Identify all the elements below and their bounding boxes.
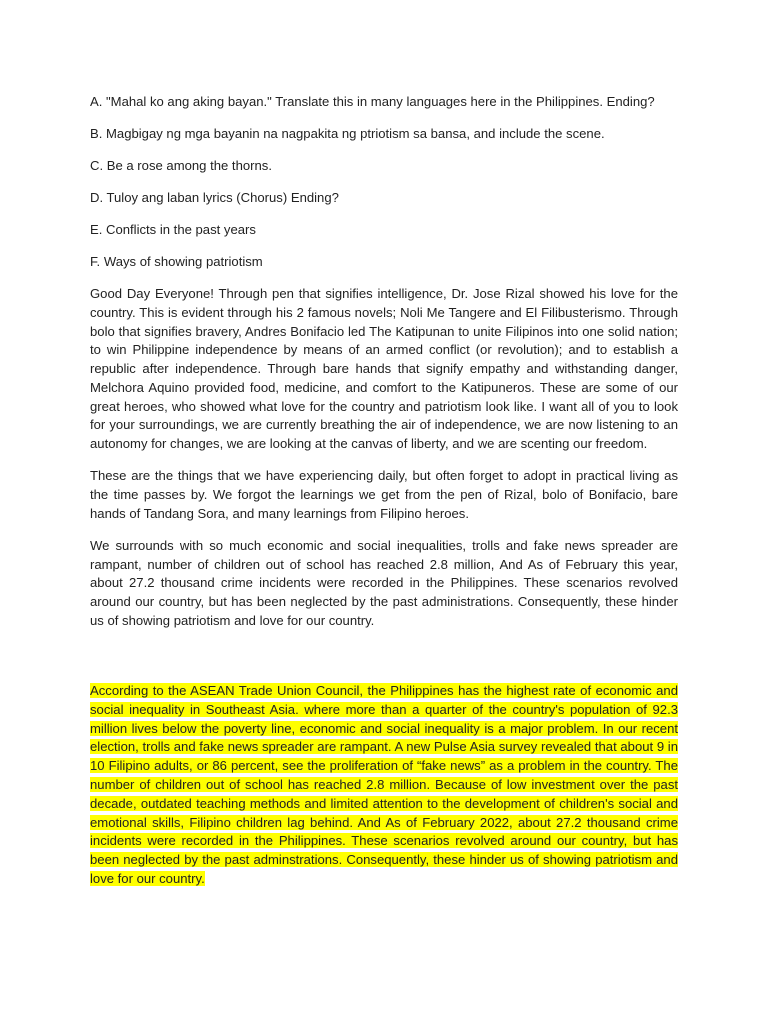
prompt-item-b: B. Magbigay ng mga bayanin na nagpakita ng ptriotism sa bansa, and include the scene. (90, 125, 605, 141)
highlighted-paragraph (90, 682, 678, 889)
prompt-item-f: F. Ways of showing patriotism (90, 253, 263, 269)
speech-paragraph-inequalities: We surrounds with so much economic and social inequalities, trolls and fake news spreader are rampant, number of children out of school has reached 2.8 million, And As of February this year, about 27.2 thousand crime incidents were recorded in the Philippines. These scenarios revolved around our country, but has been neglected by the past administrations. Consequently, these hinder us of showing patriotism and love for our country. (90, 537, 678, 629)
speech-paragraph-learnings: These are the things that we have experiencing daily, but often forget to adopt in practical living as the time passes by. We forgot the learnings we get from the pen of Rizal, bolo of Bonifacio, bare hands of Tandang Sora, and many learnings from Filipino heroes. (90, 468, 678, 521)
prompt-item-a: A. "Mahal ko ang aking bayan." Translate this in many languages here in the Philippines. Ending? (90, 94, 655, 109)
speech-paragraph-heroes: Good Day Everyone! Through pen that signifies intelligence, Dr. Jose Rizal showed his love for the country. This is evident through his 2 famous novels; Noli Me Tangere and El Filibusterismo. Through bolo that signifies bravery, Andres Bonifacio led The Katipunan to unite Filipinos into one solid nation; to win Philippine independence by means of an armed conflict (or revolution); and to establish a republic after independence. Through bare hands that signify empathy and withstanding danger, Melchora Aquino provided food, medicine, and comfort to the Katipuneros. These are some of our great heroes, who showed what love for the country and patriotism look like. I want all of you to look for your surroundings, we are currently breathing the air of independence, we are now listening to an autonomy for changes, we are looking at the canvas of liberty, and we are scenting our freedom. (90, 285, 678, 452)
document-page (90, 93, 678, 902)
paragraph-gap (90, 644, 678, 682)
prompt-item-c: C. Be a rose among the thorns. (90, 157, 272, 173)
prompt-item-d: D. Tuloy ang laban lyrics (Chorus) Ending? (90, 189, 339, 205)
highlighted-text: According to the ASEAN Trade Union Council, the Philippines has the highest rate of economic and social inequality in Southeast Asia. where more than a quarter of the country's population of 92.3 million lives below the poverty line, economic and social inequality is a major problem. In our recent election, trolls and fake news spreader are rampant. A new Pulse Asia survey revealed that about 9 in 10 Filipino adults, or 86 percent, see the proliferation of “fake news” as a problem in the country. The number of children out of school has reached 2.8 million. Because of low investment over the past decade, outdated teaching methods and limited attention to the development of children's social and emotional skills, Filipino children lag behind. And As of February 2022, about 27.2 thousand crime incidents were recorded in the Philippines. These scenarios revolved around our country, but has been neglected by the past adminstrations. Consequently, these hinder us of showing patriotism and love for our country. (90, 683, 678, 886)
prompt-item-e: E. Conflicts in the past years (90, 221, 256, 237)
